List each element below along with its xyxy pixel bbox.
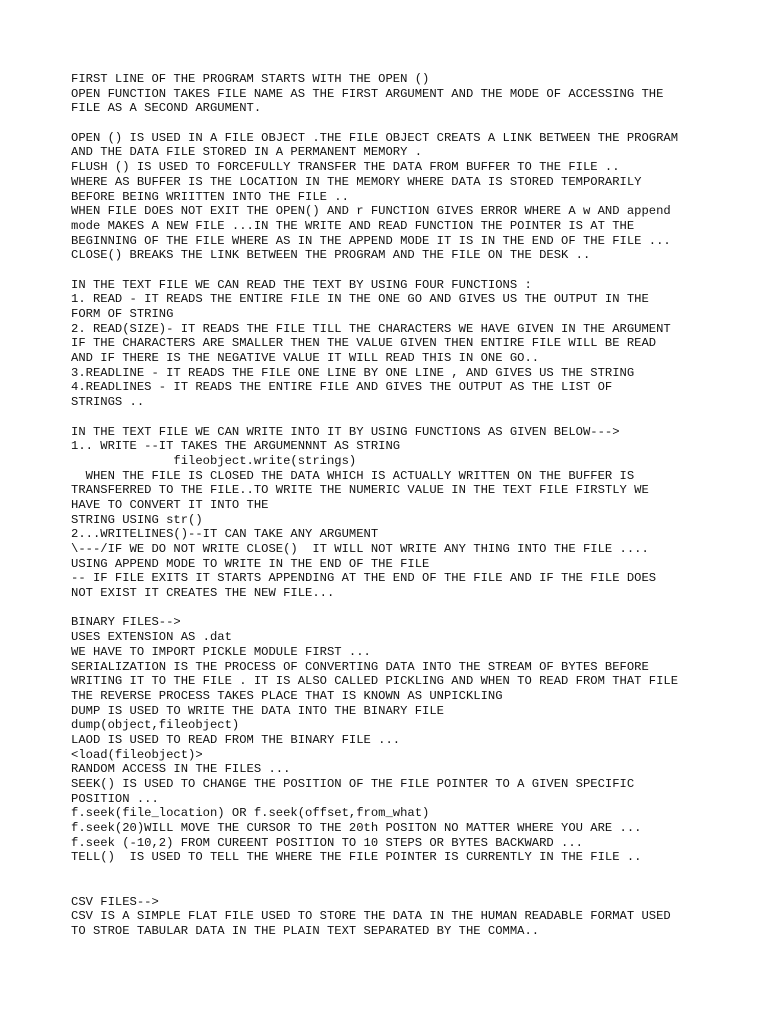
text-line: BEFORE BEING WRIITTEN INTO THE FILE .. bbox=[71, 189, 349, 204]
text-line: FILE AS A SECOND ARGUMENT. bbox=[71, 101, 262, 116]
text-line: STRINGS .. bbox=[71, 395, 145, 410]
text-line: WRITING IT TO THE FILE . IT IS ALSO CALLED PICKLING AND WHEN TO READ FROM THAT FILE bbox=[71, 674, 679, 689]
text-line: mode MAKES A NEW FILE ...IN THE WRITE AND READ FUNCTION THE POINTER IS AT THE bbox=[71, 218, 635, 233]
text-line: AND THE DATA FILE STORED IN A PERMANENT MEMORY . bbox=[71, 145, 423, 160]
text-line: IN THE TEXT FILE WE CAN READ THE TEXT BY USING FOUR FUNCTIONS : bbox=[71, 277, 532, 292]
text-line: 2. READ(SIZE)- IT READS THE FILE TILL THE CHARACTERS WE HAVE GIVEN IN THE ARGUMENT bbox=[71, 321, 671, 336]
text-line: 1.. WRITE --IT TAKES THE ARGUMENNNT AS STRING bbox=[71, 439, 401, 454]
text-line: SEEK() IS USED TO CHANGE THE POSITION OF THE FILE POINTER TO A GIVEN SPECIFIC bbox=[71, 777, 635, 791]
blank-line bbox=[71, 410, 751, 425]
document-body bbox=[71, 72, 751, 939]
text-line: LAOD IS USED TO READ FROM THE BINARY FILE ... bbox=[71, 732, 401, 747]
text-line: WE HAVE TO IMPORT PICKLE MODULE FIRST ... bbox=[71, 644, 371, 659]
text-line: TO STROE TABULAR DATA IN THE PLAIN TEXT SEPARATED BY THE COMMA.. bbox=[71, 923, 540, 938]
text-line: OPEN FUNCTION TAKES FILE NAME AS THE FIRST ARGUMENT AND THE MODE OF ACCESSING THE bbox=[71, 86, 664, 101]
text-line: 2...WRITELINES()--IT CAN TAKE ANY ARGUMENT bbox=[71, 527, 379, 542]
text-line: RANDOM ACCESS IN THE FILES ... bbox=[71, 762, 291, 777]
text-line: 1. READ - IT READS THE ENTIRE FILE IN THE ONE GO AND GIVES US THE OUTPUT IN THE bbox=[71, 292, 649, 307]
text-line: BEGINNING OF THE FILE WHERE AS IN THE APPEND MODE IT IS IN THE END OF THE FILE ... bbox=[71, 233, 671, 248]
text-line: 3.READLINE - IT READS THE FILE ONE LINE BY ONE LINE , AND GIVES US THE STRING bbox=[71, 365, 635, 380]
text-line: USING APPEND MODE TO WRITE IN THE END OF THE FILE bbox=[71, 556, 430, 571]
text-line: BINARY FILES--> bbox=[71, 615, 181, 630]
text-line: STRING USING str() bbox=[71, 512, 203, 527]
text-line: IN THE TEXT FILE WE CAN WRITE INTO IT BY USING FUNCTIONS AS GIVEN BELOW---> bbox=[71, 424, 620, 439]
text-line: DUMP IS USED TO WRITE THE DATA INTO THE BINARY FILE bbox=[71, 703, 444, 718]
text-line: f.seek(file_location) OR f.seek(offset,from_what) bbox=[71, 806, 430, 821]
text-line: NOT EXIST IT CREATES THE NEW FILE... bbox=[71, 586, 335, 601]
text-line: -- IF FILE EXITS IT STARTS APPENDING AT THE END OF THE FILE AND IF THE FILE DOES bbox=[71, 571, 657, 586]
text-line: CSV IS A SIMPLE FLAT FILE USED TO STORE THE DATA IN THE HUMAN READABLE FORMAT USED bbox=[71, 909, 671, 924]
blank-line bbox=[71, 263, 751, 278]
blank-line bbox=[71, 865, 751, 880]
text-line: fileobject.write(strings) bbox=[71, 453, 357, 468]
text-line: FLUSH () IS USED TO FORCEFULLY TRANSFER THE DATA FROM BUFFER TO THE FILE .. bbox=[71, 160, 620, 175]
text-line: 4.READLINES - IT READS THE ENTIRE FILE AND GIVES THE OUTPUT AS THE LIST OF bbox=[71, 380, 613, 395]
text-line: WHERE AS BUFFER IS THE LOCATION IN THE MEMORY WHERE DATA IS STORED TEMPORARILY bbox=[71, 174, 642, 189]
text-line: USES EXTENSION AS .dat bbox=[71, 630, 232, 645]
text-line: CSV FILES--> bbox=[71, 894, 159, 909]
text-line: POSITION ... bbox=[71, 791, 159, 806]
text-line: THE REVERSE PROCESS TAKES PLACE THAT IS KNOWN AS UNPICKLING bbox=[71, 688, 503, 703]
text-line: dump(object,fileobject) bbox=[71, 718, 240, 733]
blank-line bbox=[71, 601, 751, 616]
blank-line bbox=[71, 116, 751, 131]
text-line: WHEN THE FILE IS CLOSED THE DATA WHICH IS ACTUALLY WRITTEN ON THE BUFFER IS bbox=[71, 468, 635, 483]
text-line: CLOSE() BREAKS THE LINK BETWEEN THE PROGRAM AND THE FILE ON THE DESK .. bbox=[71, 248, 591, 263]
text-line: <load(fileobject)> bbox=[71, 747, 203, 762]
text-line: OPEN () IS USED IN A FILE OBJECT .THE FILE OBJECT CREATS A LINK BETWEEN THE PROGRAM bbox=[71, 130, 679, 145]
text-line: f.seek(20)WILL MOVE THE CURSOR TO THE 20th POSITON NO MATTER WHERE YOU ARE ... bbox=[71, 821, 642, 836]
text-line: FIRST LINE OF THE PROGRAM STARTS WITH THE OPEN () bbox=[71, 72, 430, 86]
text-line: FORM OF STRING bbox=[71, 307, 174, 321]
text-line: TELL() IS USED TO TELL THE WHERE THE FILE POINTER IS CURRENTLY IN THE FILE .. bbox=[71, 850, 642, 865]
text-line: TRANSFERRED TO THE FILE..TO WRITE THE NUMERIC VALUE IN THE TEXT FILE FIRSTLY WE bbox=[71, 483, 649, 498]
text-line: SERIALIZATION IS THE PROCESS OF CONVERTING DATA INTO THE STREAM OF BYTES BEFORE bbox=[71, 659, 649, 674]
text-line: f.seek (-10,2) FROM CUREENT POSITION TO 10 STEPS OR BYTES BACKWARD ... bbox=[71, 835, 583, 850]
text-line: \---/IF WE DO NOT WRITE CLOSE() IT WILL NOT WRITE ANY THING INTO THE FILE .... bbox=[71, 542, 649, 556]
text-line: AND IF THERE IS THE NEGATIVE VALUE IT WILL READ THIS IN ONE GO.. bbox=[71, 351, 540, 366]
text-line: HAVE TO CONVERT IT INTO THE bbox=[71, 497, 269, 512]
blank-line bbox=[71, 880, 751, 895]
text-line: IF THE CHARACTERS ARE SMALLER THEN THE VALUE GIVEN THEN ENTIRE FILE WILL BE READ bbox=[71, 336, 657, 351]
text-line: WHEN FILE DOES NOT EXIT THE OPEN() AND r FUNCTION GIVES ERROR WHERE A w AND append bbox=[71, 204, 671, 219]
